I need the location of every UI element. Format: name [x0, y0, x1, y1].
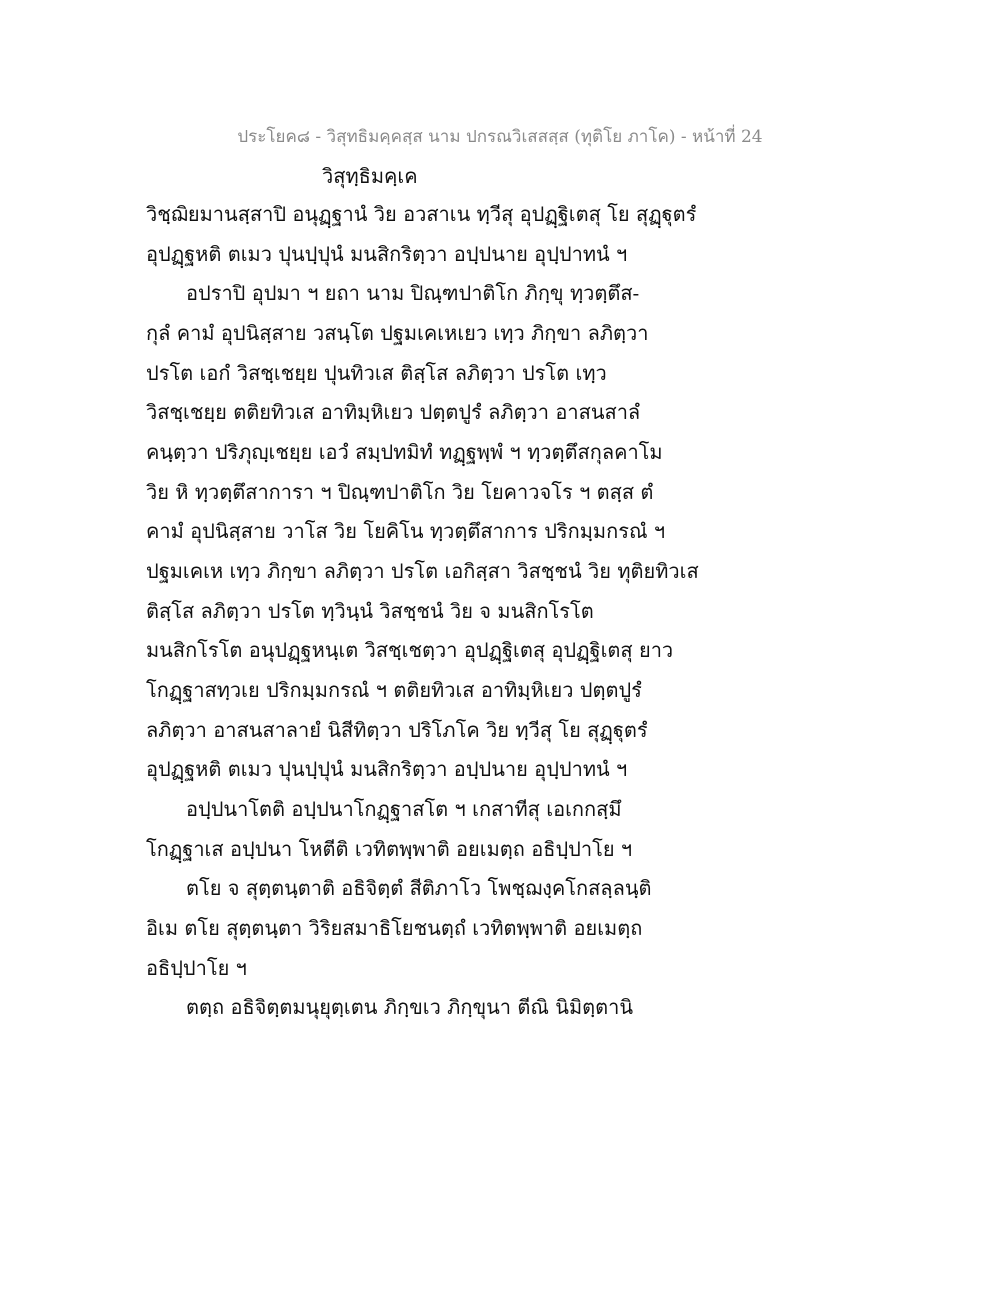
- text-line: ปรโต เอกํ วิสชฺเชยฺย ปุนทิวเส ติสฺโส ลภิตฺวา ปรโต เทฺว: [146, 361, 607, 385]
- text-line: โกฏฺฐาเส อปฺปนา โหตีติ เวทิตพฺพาติ อยเมตฺถ อธิปฺปาโย ฯ: [146, 837, 633, 861]
- text-line: วิชฺฌิยมานสฺสาปิ อนุฏฺฐานํ วิย อวสาเน ทฺวีสุ อุปฏฺฐิเตสุ โย สุฏฺฐุตรํ: [146, 202, 697, 226]
- text-line: โกฏฺฐาสทฺวเย ปริกมฺมกรณํ ฯ ตติยทิวเส อาทิมฺหิเยว ปตฺตปูรํ: [146, 678, 642, 702]
- text-line: ลภิตฺวา อาสนสาลายํ นิสีทิตฺวา ปริโภโค วิย ทฺวีสุ โย สุฏฺฐุตรํ: [146, 718, 648, 742]
- text-line: ติสฺโส ลภิตฺวา ปรโต ทฺวินฺนํ วิสชฺชนํ วิย จ มนสิกโรโต: [146, 599, 594, 623]
- text-line: อปฺปนาโตติ อปฺปนาโกฏฺฐาสโต ฯ เกสาทีสุ เอเกกสฺมึ: [186, 797, 622, 821]
- text-line: คามํ อุปนิสฺสาย วาโส วิย โยคิโน ทฺวตฺตึสาการ ปริกมฺมกรณํ ฯ: [146, 519, 666, 543]
- text-line: อธิปฺปาโย ฯ: [146, 956, 247, 980]
- page-header: ประโยค๘ - วิสุทธิมคฺคสฺส นาม ปกรณวิเสสสฺส (ทุติโย ภาโค) - หน้าที่ 24: [237, 127, 763, 147]
- section-title: วิสุทฺธิมคฺเค: [322, 164, 418, 188]
- text-line: วิสชฺเชยฺย ตติยทิวเส อาทิมฺหิเยว ปตฺตปูรํ ลภิตฺวา อาสนสาลํ: [146, 400, 641, 424]
- text-line: มนสิกโรโต อนุปฏฺฐหนฺเต วิสชฺเชตฺวา อุปฏฺฐิเตสุ อุปฏฺฐิเตสุ ยาว: [146, 638, 674, 662]
- text-line: ตตฺถ อธิจิตฺตมนุยุตฺเตน ภิกฺขเว ภิกฺขุนา ตีณิ นิมิตฺตานิ: [186, 995, 634, 1019]
- text-line: อุปฏฺฐหติ ตเมว ปุนปฺปุนํ มนสิกริตฺวา อปฺปนาย อุปฺปาทนํ ฯ: [146, 242, 628, 266]
- text-line: กุลํ คามํ อุปนิสฺสาย วสนฺโต ปฐมเคเหเยว เทฺว ภิกฺขา ลภิตฺวา: [146, 321, 649, 345]
- text-line: อปราปิ อุปมา ฯ ยถา นาม ปิณฺฑปาติโก ภิกฺขุ ทฺวตฺตึส-: [186, 281, 640, 305]
- text-line: คนฺตฺวา ปริภุญฺเชยฺย เอวํ สมฺปทมิทํ ทฏฺฐพฺพํ ฯ ทฺวตฺตึสกุลคาโม: [146, 440, 663, 464]
- text-line: วิย หิ ทฺวตฺตึสาการา ฯ ปิณฺฑปาติโก วิย โยคาวจโร ฯ ตสฺส ตํ: [146, 480, 654, 504]
- text-line: อุปฏฺฐหติ ตเมว ปุนปฺปุนํ มนสิกริตฺวา อปฺปนาย อุปฺปาทนํ ฯ: [146, 757, 628, 781]
- text-line: ปฐมเคเห เทฺว ภิกฺขา ลภิตฺวา ปรโต เอกิสฺสา วิสชฺชนํ วิย ทุติยทิวเส: [146, 559, 699, 583]
- text-line: อิเม ตโย สุตฺตนฺตา วิริยสมาธิโยชนตฺถํ เวทิตพฺพาติ อยเมตฺถ: [146, 916, 643, 940]
- text-line: ตโย จ สุตฺตนฺตาติ อธิจิตฺตํ สีติภาโว โพชฺฌงฺคโกสลฺลนฺติ: [186, 876, 652, 900]
